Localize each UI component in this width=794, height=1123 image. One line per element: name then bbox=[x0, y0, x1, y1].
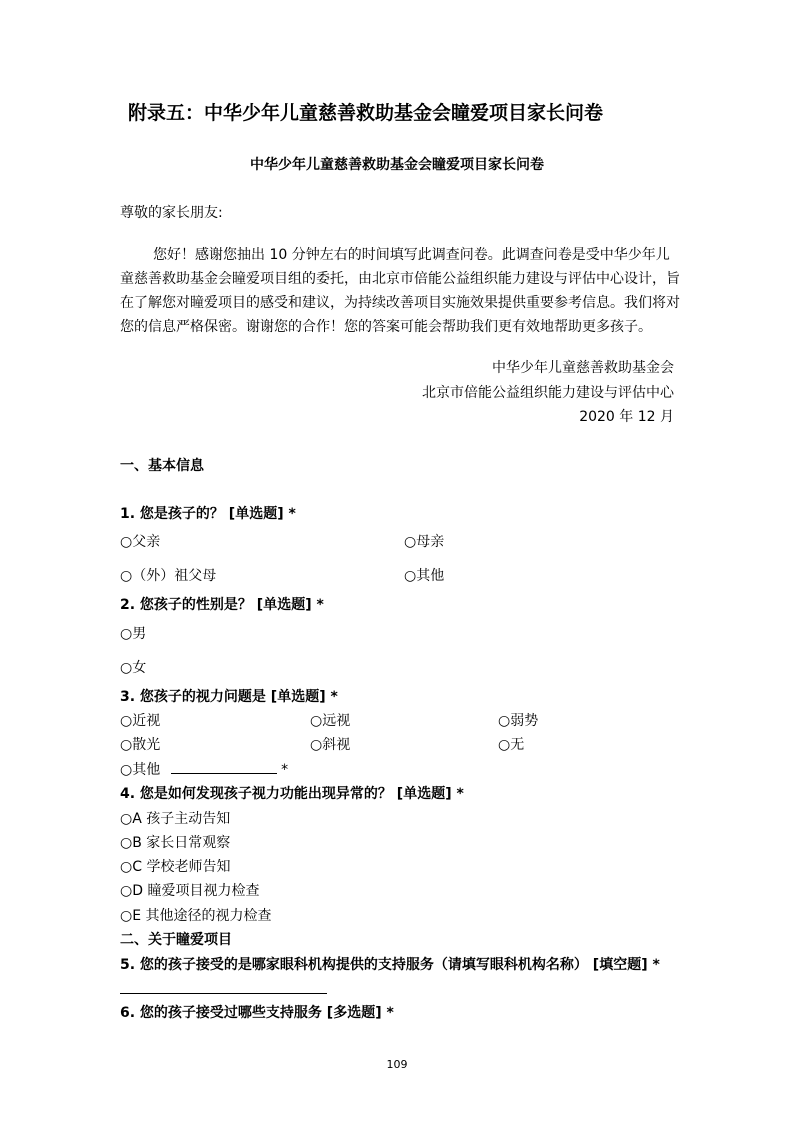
survey-subtitle: 中华少年儿童慈善救助基金会瞳爱项目家长问卷 bbox=[250, 157, 544, 173]
question-6: 6. 您的孩子接受过哪些支持服务 [多选题] * bbox=[120, 1005, 394, 1021]
option-radio[interactable]: ○斜视 bbox=[310, 737, 351, 753]
section-heading: 一、基本信息 bbox=[120, 458, 204, 474]
option-radio[interactable]: ○远视 bbox=[310, 713, 351, 729]
question-2: 2. 您孩子的性别是？ [单选题] * bbox=[120, 597, 324, 613]
option-label: ○其他 bbox=[120, 762, 161, 778]
option-radio[interactable]: ○父亲 bbox=[120, 534, 161, 550]
option-radio[interactable]: ○A 孩子主动告知 bbox=[120, 811, 231, 827]
required-mark: * bbox=[281, 762, 289, 778]
option-radio[interactable]: ○B 家长日常观察 bbox=[120, 835, 231, 851]
option-radio[interactable]: ○其他 bbox=[404, 568, 445, 584]
option-radio[interactable]: ○母亲 bbox=[404, 534, 445, 550]
option-radio[interactable]: ○C 学校老师告知 bbox=[120, 859, 231, 875]
greeting: 尊敬的家长朋友: bbox=[120, 205, 223, 221]
option-radio[interactable]: ○无 bbox=[498, 737, 525, 753]
option-radio-other[interactable] bbox=[120, 761, 288, 779]
question-5: 5. 您的孩子接受的是哪家眼科机构提供的支持服务（请填写眼科机构名称） [填空题] * bbox=[120, 957, 660, 973]
intro-line: 在了解您对瞳爱项目的感受和建议，为持续改善项目实施效果提供重要参考信息。我们将对 bbox=[120, 295, 680, 311]
section-heading: 二、关于瞳爱项目 bbox=[120, 932, 232, 948]
option-radio[interactable]: ○E 其他途径的视力检查 bbox=[120, 908, 272, 924]
page-title: 附录五：中华少年儿童慈善救助基金会瞳爱项目家长问卷 bbox=[128, 102, 604, 124]
fill-blank-input[interactable] bbox=[120, 993, 327, 994]
option-radio[interactable]: ○男 bbox=[120, 626, 147, 642]
signature-org1: 中华少年儿童慈善救助基金会 bbox=[492, 360, 674, 376]
intro-line: 童慈善救助基金会瞳爱项目组的委托，由北京市倍能公益组织能力建设与评估中心设计，旨 bbox=[120, 271, 680, 287]
signature-date: 2020 年 12 月 bbox=[579, 409, 674, 425]
option-radio[interactable]: ○弱势 bbox=[498, 713, 539, 729]
option-radio[interactable]: ○D 瞳爱项目视力检查 bbox=[120, 883, 260, 899]
option-radio[interactable]: ○散光 bbox=[120, 737, 161, 753]
option-radio[interactable]: ○（外）祖父母 bbox=[120, 568, 217, 584]
other-blank-input[interactable] bbox=[171, 761, 277, 774]
page-number: 109 bbox=[386, 1058, 408, 1071]
question-3: 3. 您孩子的视力问题是 [单选题] * bbox=[120, 689, 338, 705]
signature-org2: 北京市倍能公益组织能力建设与评估中心 bbox=[422, 385, 674, 401]
question-1: 1. 您是孩子的？ [单选题] * bbox=[120, 506, 296, 522]
option-radio[interactable]: ○近视 bbox=[120, 713, 161, 729]
intro-line: 您好！感谢您抽出 10 分钟左右的时间填写此调查问卷。此调查问卷是受中华少年儿 bbox=[153, 247, 670, 263]
option-radio[interactable]: ○女 bbox=[120, 660, 147, 676]
intro-line: 您的信息严格保密。谢谢您的合作！您的答案可能会帮助我们更有效地帮助更多孩子。 bbox=[120, 319, 652, 335]
question-4: 4. 您是如何发现孩子视力功能出现异常的？ [单选题] * bbox=[120, 786, 464, 802]
